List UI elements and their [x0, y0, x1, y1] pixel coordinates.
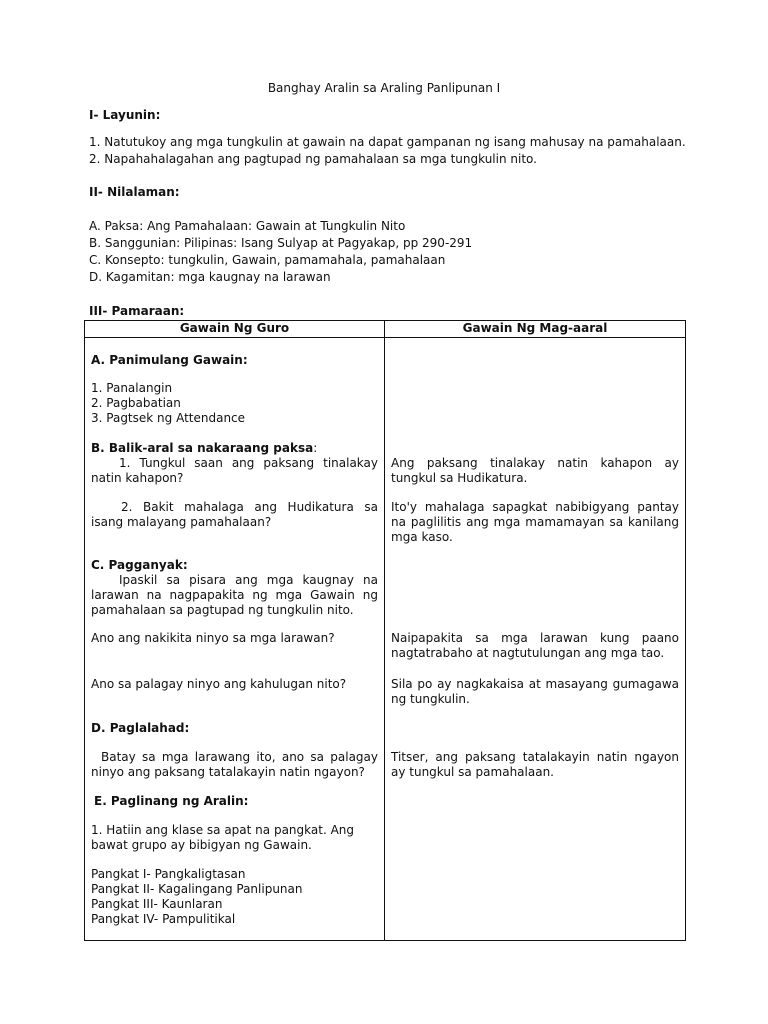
- section-e-heading: E. Paglinang ng Aralin:: [94, 794, 249, 808]
- balik-aral-answer-2: Ito'y mahalaga sapagkat nabibigyang pantay na paglilitis ang mga mamamayan sa kanilang mga kaso.: [391, 500, 679, 544]
- pangkat-item-2: Pangkat II- Kagalingang Panlipunan: [91, 882, 303, 896]
- paglalahad-question: Batay sa mga larawang ito, ano sa palagay ninyo ang paksang tatalakayin natin ngayon?: [91, 750, 378, 779]
- nilalaman-item-d: D. Kagamitan: mga kaugnay na larawan: [89, 270, 331, 284]
- section-b-heading-line: [91, 441, 378, 456]
- pamaraan-table: [84, 320, 686, 941]
- pagganyak-question-2: Ano sa palagay ninyo ang kahulugan nito?: [91, 677, 347, 691]
- pagganyak-answer-1: Naipapakita sa mga larawan kung paano nagtatrabaho at nagtutulungan ang mga tao.: [391, 631, 679, 660]
- pangkat-item-4: Pangkat IV- Pampulitikal: [91, 912, 236, 926]
- layunin-item-1: 1. Natutukoy ang mga tungkulin at gawain na dapat gampanan ng isang mahusay na pamahalaan.: [89, 135, 686, 149]
- section-b-heading: B. Balik-aral sa nakaraang paksa: [91, 441, 314, 455]
- layunin-heading: I- Layunin:: [89, 108, 161, 122]
- section-d-heading: D. Paglalahad:: [91, 721, 190, 735]
- nilalaman-item-b: B. Sanggunian: Pilipinas: Isang Sulyap at Pagyakap, pp 290-291: [89, 236, 473, 250]
- column-header-magaaral: Gawain Ng Mag-aaral: [385, 321, 686, 338]
- balik-aral-question-1: 1. Tungkul saan ang paksang tinalakay natin kahapon?: [91, 456, 378, 485]
- pangkat-item-3: Pangkat III- Kaunlaran: [91, 897, 223, 911]
- section-a-item-2: 2. Pagbabatian: [91, 396, 181, 410]
- pagganyak-question-1: Ano ang nakikita ninyo sa mga larawan?: [91, 631, 335, 645]
- magaaral-cell: [385, 338, 686, 941]
- pagganyak-answer-2: Sila po ay nagkakaisa at masayang gumagawa ng tungkulin.: [391, 677, 679, 706]
- table-body-row: [85, 338, 686, 941]
- paglinang-instruction: 1. Hatiin ang klase sa apat na pangkat. Ang bawat grupo ay bibigyan ng Gawain.: [91, 823, 354, 852]
- section-c-heading: C. Pagganyak:: [91, 558, 188, 572]
- nilalaman-heading: II- Nilalaman:: [89, 185, 180, 199]
- balik-aral-answer-1: Ang paksang tinalakay natin kahapon ay tungkul sa Hudikatura.: [391, 456, 679, 485]
- nilalaman-item-a: A. Paksa: Ang Pamahalaan: Gawain at Tungkulin Nito: [89, 219, 406, 233]
- pangkat-item-1: Pangkat I- Pangkaligtasan: [91, 867, 246, 881]
- pamaraan-heading: III- Pamaraan:: [89, 304, 185, 318]
- pagganyak-instruction: Ipaskil sa pisara ang mga kaugnay na larawan na nagpapakita ng mga Gawain ng pamahalaan sa pagtupad ng tungkulin nito.: [91, 573, 378, 617]
- table-header-row: [85, 321, 686, 338]
- balik-aral-question-2: 2. Bakit mahalaga ang Hudikatura sa isang malayang pamahalaan?: [91, 500, 378, 529]
- guro-cell: [85, 338, 385, 941]
- section-a-item-1: 1. Panalangin: [91, 381, 173, 395]
- nilalaman-item-c: C. Konsepto: tungkulin, Gawain, pamamahala, pamahalaan: [89, 253, 446, 267]
- paglalahad-answer: Titser, ang paksang tatalakayin natin ngayon ay tungkul sa pamahalaan.: [391, 750, 679, 779]
- column-header-guro: Gawain Ng Guro: [85, 321, 385, 338]
- section-a-heading: A. Panimulang Gawain:: [91, 353, 248, 367]
- section-a-item-3: 3. Pagtsek ng Attendance: [91, 411, 246, 425]
- document-title: Banghay Aralin sa Araling Panlipunan I: [267, 81, 501, 95]
- section-b-colon: :: [313, 441, 318, 455]
- layunin-item-2: 2. Napahahalagahan ang pagtupad ng pamahalaan sa mga tungkulin nito.: [89, 152, 537, 166]
